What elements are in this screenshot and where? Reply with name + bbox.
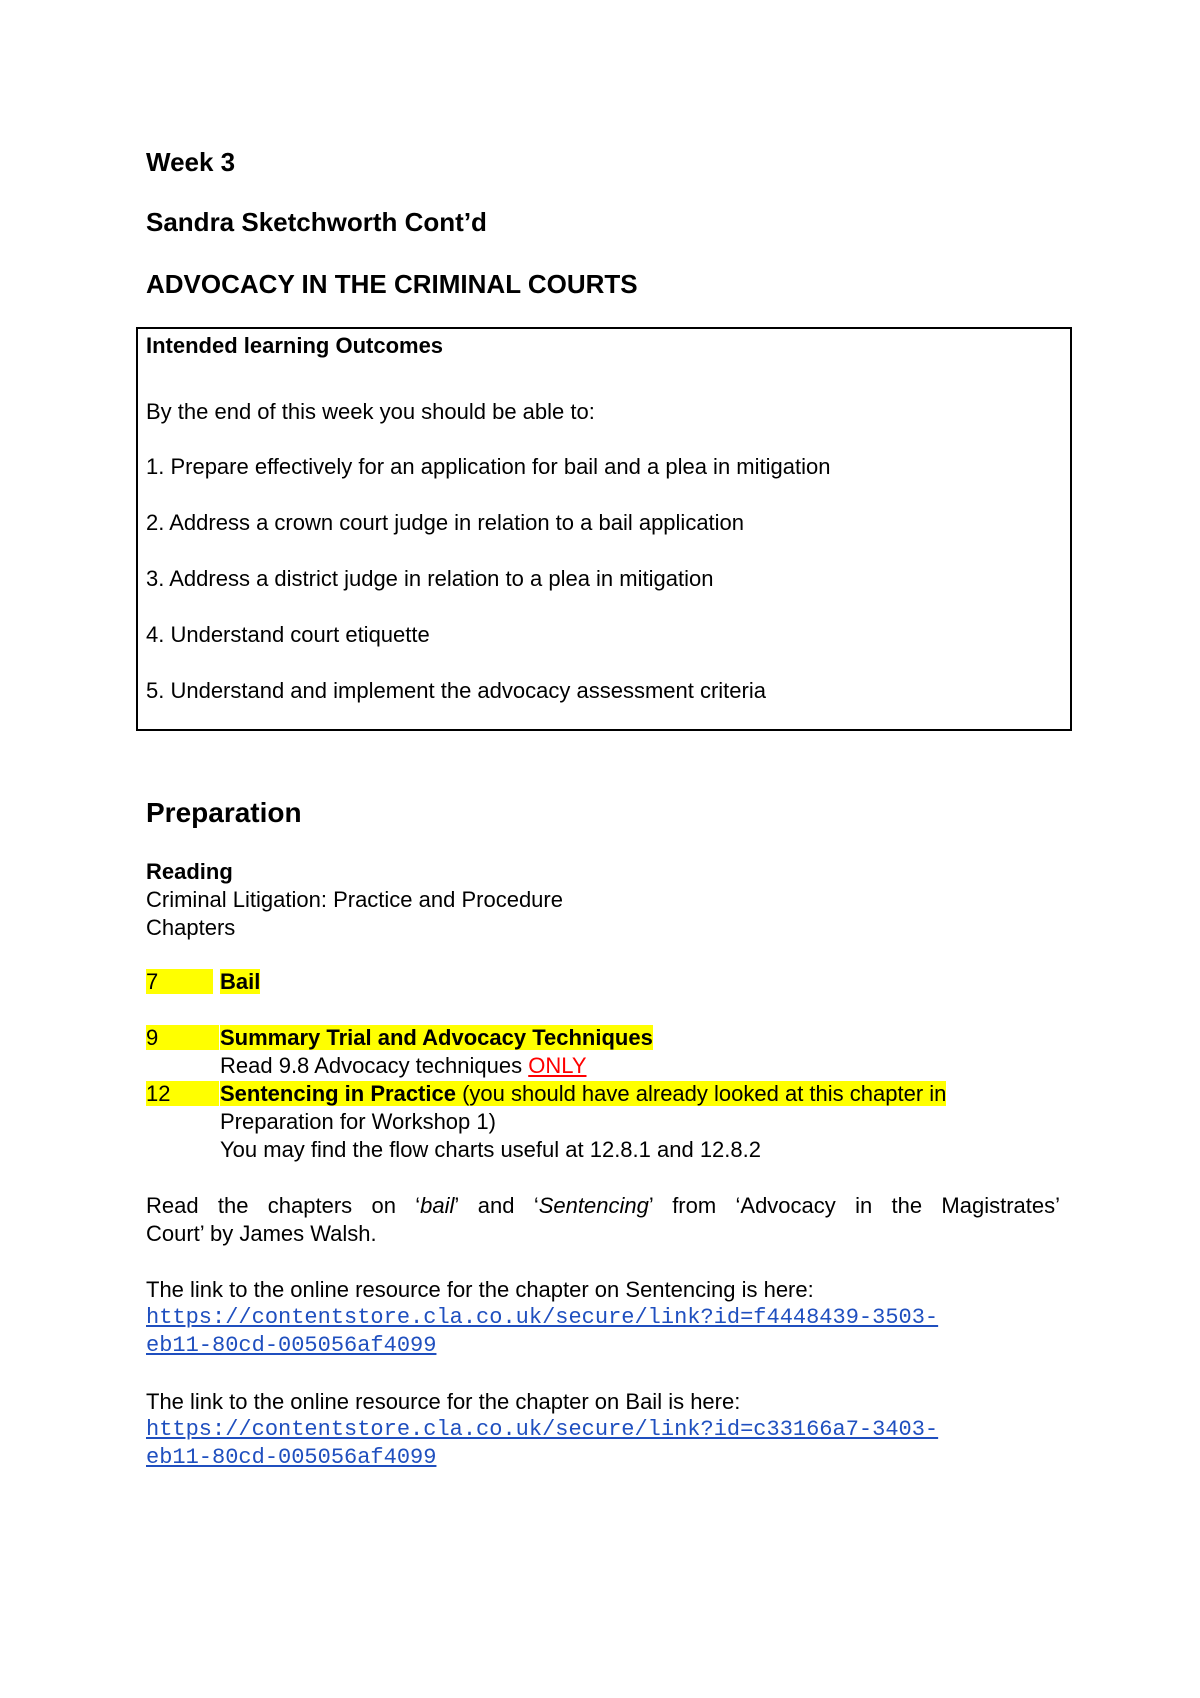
chapters-label: Chapters [146, 915, 236, 940]
outcome-item: 1. Prepare effectively for an application for bail and a plea in mitigation [146, 454, 831, 479]
outcome-item: 5. Understand and implement the advocacy assessment criteria [146, 678, 766, 703]
sentencing-resource-link[interactable]: eb11-80cd-005056af4099 [146, 1333, 437, 1358]
chapter-title: Summary Trial and Advocacy Techniques [220, 1025, 653, 1050]
chapter-title: Sentencing in Practice (you should have already looked at this chapter in [220, 1081, 947, 1106]
outcomes-title: Intended learning Outcomes [146, 333, 444, 358]
bail-link-text: The link to the online resource for the chapter on Bail is here: [146, 1389, 741, 1414]
chapter-continuation: Preparation for Workshop 1) [220, 1109, 496, 1134]
walsh-paragraph-line: Read the chapters on ‘bail’ and ‘Sentencing’ from ‘Advocacy in the Magistrates’ [146, 1193, 1061, 1218]
preparation-heading: Preparation [146, 797, 302, 828]
outcome-item: 2. Address a crown court judge in relation to a bail application [146, 510, 745, 535]
chapter-number: 7 [146, 968, 213, 996]
chapter-number: 9 [146, 1024, 219, 1052]
outcomes-intro: By the end of this week you should be able to: [146, 399, 595, 424]
reading-block [146, 858, 563, 942]
only-emphasis: ONLY [528, 1053, 587, 1078]
bail-resource-link[interactable]: https://contentstore.cla.co.uk/secure/link?id=c33166a7-3403- [146, 1417, 939, 1442]
sentencing-link-text: The link to the online resource for the chapter on Sentencing is here: [146, 1277, 814, 1302]
chapter-note: Read 9.8 Advocacy techniques ONLY [220, 1053, 587, 1078]
bail-resource-link[interactable]: eb11-80cd-005056af4099 [146, 1445, 437, 1470]
reading-label: Reading [146, 859, 233, 884]
chapter-title: Bail [220, 969, 261, 994]
subtitle-heading: Sandra Sketchworth Cont’d [146, 207, 487, 237]
chapter-number: 12 [146, 1080, 219, 1108]
chapter-note: You may find the flow charts useful at 12.8.1 and 12.8.2 [220, 1137, 761, 1162]
sentencing-resource-link[interactable]: https://contentstore.cla.co.uk/secure/link?id=f4448439-3503- [146, 1305, 939, 1330]
outcome-item: 4. Understand court etiquette [146, 622, 430, 647]
outcome-item: 3. Address a district judge in relation to a plea in mitigation [146, 566, 714, 591]
walsh-paragraph-line: Court’ by James Walsh. [146, 1221, 377, 1246]
week-heading: Week 3 [146, 147, 236, 177]
page-title: ADVOCACY IN THE CRIMINAL COURTS [146, 269, 638, 299]
book-title: Criminal Litigation: Practice and Procedure [146, 887, 563, 912]
